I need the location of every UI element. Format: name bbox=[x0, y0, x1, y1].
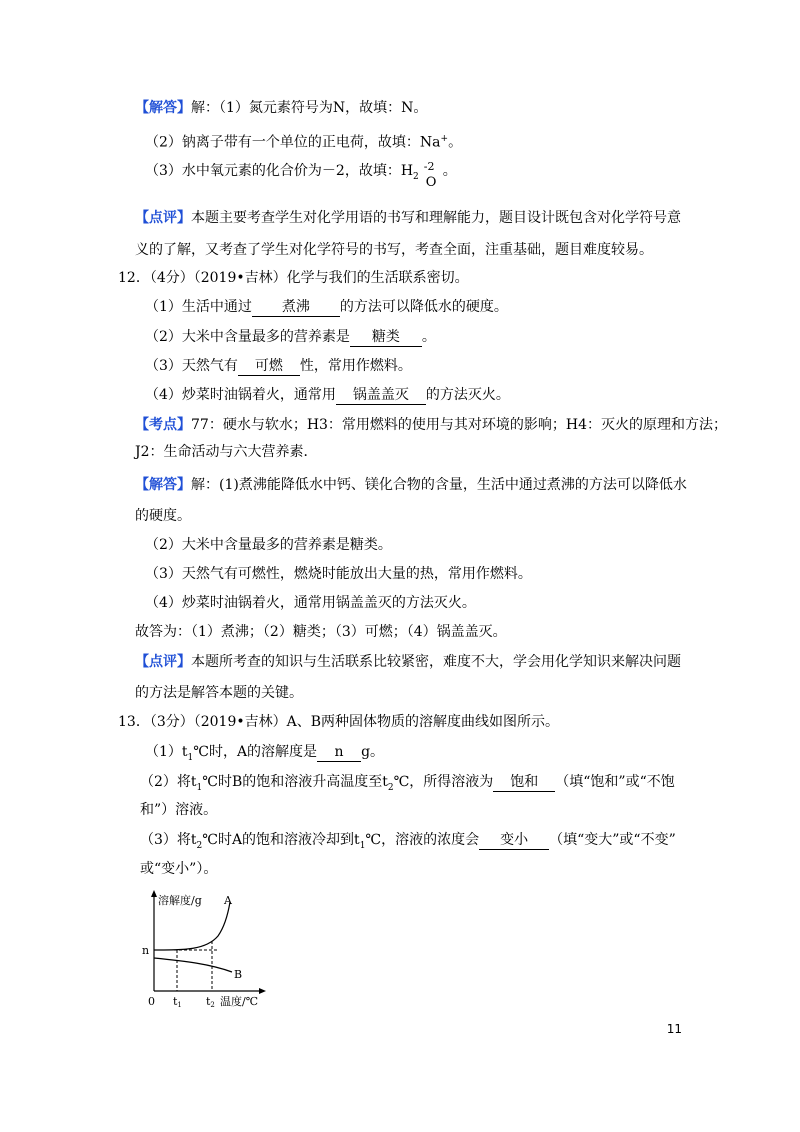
answer-tag: 【解答】 bbox=[135, 100, 191, 116]
q13-part2 bbox=[140, 772, 675, 798]
comment-text: 义的了解，又考查了学生对化学符号的书写，考查全面，注重基础，题目难度较易。 bbox=[135, 242, 653, 258]
punct: 。 bbox=[442, 163, 457, 179]
curve-a bbox=[154, 902, 230, 950]
comment-tag: 【点评】 bbox=[135, 210, 191, 226]
text: （填“饱和”或“不饱 bbox=[555, 774, 675, 790]
q13-part2b bbox=[140, 800, 217, 820]
comment-text: 本题主要考查学生对化学用语的书写和理解能力，题目设计既包含对化学符号意 bbox=[191, 210, 681, 226]
keypoint-text: 77：硬水与软水；H3：常用燃料的使用与其对环境的影响；H4：灭火的原理和方法； bbox=[191, 417, 728, 433]
answer-text: 解：（1）氮元素符号为N，故填：N。 bbox=[191, 100, 428, 116]
q13-part3b bbox=[140, 859, 217, 879]
q12-answer-4 bbox=[145, 593, 476, 613]
subscript: 1 bbox=[359, 840, 366, 851]
q12-answer-2 bbox=[145, 535, 392, 555]
text: ℃时A的饱和溶液冷却到t bbox=[202, 832, 360, 848]
answer-tag: 【解答】 bbox=[135, 477, 191, 493]
comment-line-2 bbox=[135, 240, 653, 260]
q13-part1 bbox=[145, 742, 384, 768]
answer-text: （2）大米中含量最多的营养素是糖类。 bbox=[145, 537, 392, 553]
keypoint-text: J2：生命活动与六大营养素． bbox=[135, 444, 318, 460]
x-axis-arrow bbox=[259, 988, 266, 994]
y-axis-arrow bbox=[151, 890, 157, 897]
text: （2）大米中含量最多的营养素是 bbox=[145, 329, 350, 345]
keypoint-tag: 【考点】 bbox=[135, 417, 191, 433]
text: （4）炒菜时油锅着火，通常用 bbox=[145, 387, 336, 403]
answer-text: （3）水中氧元素的化合价为－2，故填：H bbox=[145, 163, 414, 179]
q12-keypoints-1 bbox=[135, 415, 727, 435]
valence-value: -2 bbox=[423, 160, 435, 173]
q13-part3 bbox=[140, 830, 676, 856]
answer-blank: 煮沸 bbox=[252, 298, 340, 317]
text: ℃，溶液的浓度会 bbox=[365, 832, 480, 848]
curve-b-label: B bbox=[234, 968, 243, 981]
question-stem: 13．（3分）（2019•吉林）A、B两种固体物质的溶解度曲线如图所示。 bbox=[118, 714, 560, 730]
q12-part2 bbox=[145, 327, 436, 347]
punct: 。 bbox=[448, 134, 463, 151]
t1-subscript: 1 bbox=[177, 1001, 182, 1009]
q12-comment-1 bbox=[135, 652, 681, 672]
answer-blank: 锅盖盖灭 bbox=[336, 386, 426, 405]
solubility-curve-figure bbox=[140, 888, 270, 1013]
x-axis-label: 温度/℃ bbox=[220, 995, 259, 1008]
answer-blank: 可燃 bbox=[238, 357, 300, 376]
q12-answer-1 bbox=[135, 475, 687, 495]
answer-line-2 bbox=[145, 129, 462, 153]
text: 。 bbox=[421, 329, 436, 345]
q12-part4 bbox=[145, 385, 510, 405]
text: ℃，所得溶液为 bbox=[393, 774, 494, 790]
q12-stem bbox=[118, 268, 469, 288]
text: 的方法灭火。 bbox=[425, 387, 510, 403]
answer-text: 的硬度。 bbox=[135, 508, 191, 524]
q12-comment-2 bbox=[135, 683, 303, 703]
answer-text: 解：(1)煮沸能降低水中钙、镁化合物的含量，生活中通过煮沸的方法可以降低水 bbox=[191, 477, 687, 493]
text: （1）生活中通过 bbox=[145, 299, 252, 315]
subscript: 2 bbox=[387, 782, 394, 793]
answer-text: （4）炒菜时油锅着火，通常用锅盖盖灭的方法灭火。 bbox=[145, 595, 476, 611]
answer-line-3 bbox=[145, 160, 457, 190]
answer-text: （2）钠离子带有一个单位的正电荷，故填：Na bbox=[145, 134, 441, 151]
subscript: 1 bbox=[187, 752, 194, 763]
q12-final bbox=[135, 622, 507, 642]
text: （3）天然气有 bbox=[145, 358, 238, 374]
superscript: + bbox=[440, 134, 449, 144]
comment-line-1 bbox=[135, 208, 681, 228]
text: 或“变小”）。 bbox=[140, 861, 218, 877]
q12-answer-1b bbox=[135, 506, 191, 526]
comment-tag: 【点评】 bbox=[135, 654, 191, 670]
text: 的方法可以降低水的硬度。 bbox=[339, 299, 508, 315]
q12-part3 bbox=[145, 356, 412, 376]
q12-answer-3 bbox=[145, 564, 532, 584]
comment-text: 的方法是解答本题的关键。 bbox=[135, 685, 303, 701]
answer-text: （3）天然气有可燃性，燃烧时能放出大量的热，常用作燃料。 bbox=[145, 566, 532, 582]
t2-subscript: 2 bbox=[210, 1001, 215, 1009]
question-stem: 12．（4分）（2019•吉林）化学与我们的生活联系密切。 bbox=[118, 270, 469, 286]
answer-blank: 糖类 bbox=[350, 328, 422, 347]
text: （2）将t bbox=[140, 774, 197, 790]
text: 和”）溶液。 bbox=[140, 802, 218, 818]
text: ℃时，A的溶解度是 bbox=[193, 744, 318, 760]
answer-blank: 饱和 bbox=[493, 773, 555, 792]
t1-label bbox=[173, 995, 182, 1009]
n-label: n bbox=[142, 944, 150, 957]
subscript: 2 bbox=[196, 840, 203, 851]
final-answer: 故答为：（1）煮沸；（2）糖类；（3）可燃；（4）锅盖盖灭。 bbox=[135, 624, 507, 640]
answer-line-1 bbox=[135, 98, 427, 118]
comment-text: 本题所考查的知识与生活联系比较紧密，难度不大，学会用化学知识来解决问题 bbox=[191, 654, 681, 670]
text: ℃时B的饱和溶液升高温度至t bbox=[202, 774, 388, 790]
subscript: 2 bbox=[413, 171, 419, 182]
text: （填“变大”或“不变” bbox=[549, 832, 676, 848]
text: （3）将t bbox=[140, 832, 197, 848]
q12-keypoints-2 bbox=[135, 442, 318, 462]
valence-notation bbox=[419, 160, 443, 190]
answer-blank: 变小 bbox=[479, 831, 549, 850]
q12-part1 bbox=[145, 297, 508, 317]
text: g。 bbox=[361, 744, 385, 760]
text: 性，常用作燃料。 bbox=[299, 358, 412, 374]
t1-letter: t bbox=[173, 995, 178, 1008]
curve-a-label: A bbox=[224, 894, 232, 907]
subscript: 1 bbox=[196, 782, 203, 793]
page-number: 11 bbox=[666, 1022, 682, 1036]
answer-blank: n bbox=[317, 743, 361, 762]
origin-label: 0 bbox=[148, 995, 155, 1008]
curve-b bbox=[154, 958, 232, 972]
t2-letter: t bbox=[206, 995, 211, 1008]
t2-label bbox=[206, 995, 215, 1009]
text: （1）t bbox=[145, 744, 188, 760]
q13-stem bbox=[118, 712, 559, 732]
element-symbol: O bbox=[425, 175, 437, 190]
y-axis-label: 溶解度/g bbox=[158, 894, 202, 907]
